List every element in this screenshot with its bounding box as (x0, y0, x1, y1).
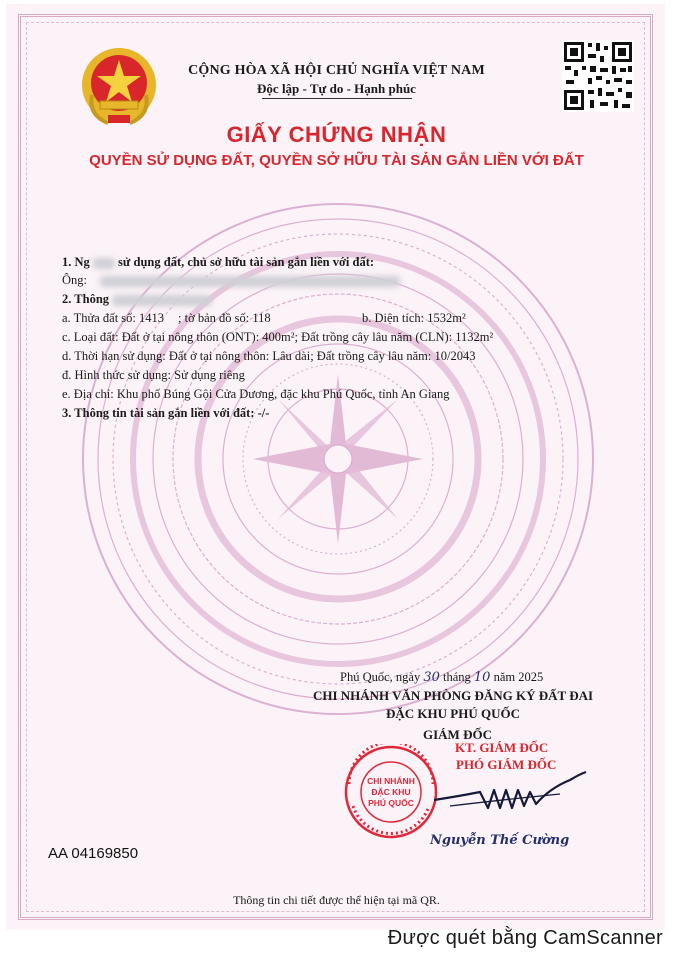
parcel-number: a. Thửa đất số: 1413 (62, 311, 165, 325)
certificate-serial: AA 04169850 (48, 845, 139, 862)
official-seal-icon (343, 744, 439, 840)
owner-title-prefix: Ông: (62, 273, 87, 287)
land-use-form: đ. Hình thức sử dụng: Sử dụng riêng (62, 368, 245, 382)
issuing-office-district: ĐẶC KHU PHÚ QUỐC (386, 706, 520, 721)
deputy-stamp-line1: KT. GIÁM ĐỐC (455, 740, 549, 755)
motto-underline (262, 98, 412, 99)
redacted-text (112, 295, 212, 306)
issue-date (340, 670, 543, 685)
issue-place: Phú Quốc, ngày (340, 670, 421, 684)
month-label: tháng (443, 670, 471, 684)
seal-text-3: PHÚ QUỐC (368, 798, 414, 808)
issuing-office: CHI NHÁNH VĂN PHÒNG ĐĂNG KÝ ĐẤT ĐAI (312, 688, 594, 703)
redacted-owner-name (100, 276, 400, 287)
owner-name-line (62, 273, 400, 288)
owner-heading-suffix: sử dụng đất, chủ sở hữu tài sản gắn liền với đất: (118, 255, 375, 269)
issue-day: 30 (423, 670, 440, 685)
certificate-subtitle: QUYỀN SỬ DỤNG ĐẤT, QUYỀN SỞ HỮU TÀI SẢN GẮN LIỀN VỚI ĐẤT (89, 152, 584, 169)
year-label: năm 2025 (493, 670, 544, 684)
signature-mark (430, 770, 590, 818)
seal-text-2: ĐẶC KHU (371, 787, 411, 797)
assets-section-heading: 3. Thông tin tài sản gắn liền với đất: -/- (62, 406, 270, 420)
owner-heading-prefix: 1. Ng (62, 255, 90, 269)
land-use-term: d. Thời hạn sử dụng: Đất ở tại nông thôn: Lâu dài; Đất trồng cây lâu năm: 10/2043 (62, 349, 476, 363)
land-type: c. Loại đất: Đất ở tại nông thôn (ONT): 400m²; Đất trồng cây lâu năm (CLN): 1132m² (62, 330, 494, 344)
qr-note: Thông tin chi tiết được thể hiện tại mã QR. (233, 893, 440, 907)
land-heading-prefix: 2. Thông (62, 292, 110, 306)
camscanner-watermark: Được quét bằng CamScanner (387, 927, 663, 949)
parcel-line (62, 311, 271, 326)
signer-name: Nguyễn Thế Cường (430, 833, 570, 848)
map-sheet-number: ; tờ bản đồ số: 118 (178, 311, 271, 325)
land-section-heading (62, 292, 212, 307)
certificate-title: GIẤY CHỨNG NHẬN (226, 122, 447, 147)
owner-section-heading (62, 255, 374, 270)
national-motto: Độc lập - Tự do - Hạnh phúc (257, 81, 416, 96)
land-area: b. Diện tích: 1532m² (362, 311, 466, 325)
director-title: GIÁM ĐỐC (423, 727, 492, 742)
deputy-stamp-line2: PHÓ GIÁM ĐỐC (456, 757, 557, 772)
issue-month: 10 (473, 670, 491, 685)
seal-text-1: CHI NHÁNH (367, 776, 415, 786)
nation-header: CỘNG HÒA XÃ HỘI CHỦ NGHĨA VIỆT NAM (188, 63, 485, 78)
redacted-text (93, 258, 115, 269)
land-address: e. Địa chỉ: Khu phố Búng Gội Cửa Dương, đặc khu Phú Quốc, tỉnh An Giang (62, 387, 450, 401)
